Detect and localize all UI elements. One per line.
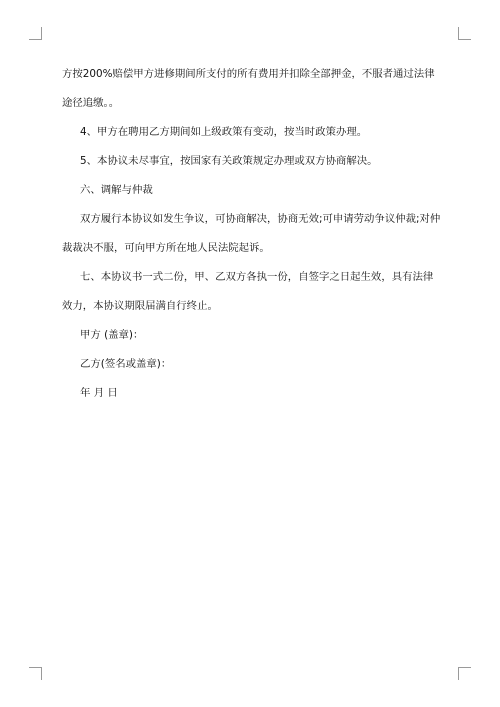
crop-mark-top-right — [458, 27, 471, 40]
paragraph-dispute-resolution: 双方履行本协议如发生争议，可协商解决，协商无效;可申请劳动争议仲裁;对仲裁裁决不服，可向甲方所在地人民法院起诉。 — [62, 213, 441, 254]
signature-date: 年 月 日 — [80, 387, 118, 399]
paragraph-policy-change: 4、甲方在聘用乙方期间如上级政策有变动，按当时政策办理。 — [80, 126, 368, 138]
document-body — [62, 60, 442, 408]
crop-mark-top-left — [29, 27, 42, 40]
signature-party-a: 甲方 (盖章)： — [80, 329, 144, 341]
crop-mark-bottom-left — [29, 667, 42, 680]
paragraph-penalty-continuation: 方按200%赔偿甲方进修期间所支付的所有费用并扣除全部押金，不服者通过法律途径追缴。。 — [62, 68, 435, 109]
signature-party-b: 乙方(签名或盖章)： — [80, 358, 172, 370]
section-heading-mediation: 六、调解与仲裁 — [80, 184, 153, 196]
paragraph-copies-validity: 七、本协议书一式二份，甲、乙双方各执一份，自签字之日起生效，具有法律效力，本协议期限届满自行终止。 — [62, 271, 434, 312]
crop-mark-bottom-right — [458, 667, 471, 680]
paragraph-unresolved-matters: 5、本协议未尽事宜，按国家有关政策规定办理或双方协商解决。 — [80, 155, 378, 167]
